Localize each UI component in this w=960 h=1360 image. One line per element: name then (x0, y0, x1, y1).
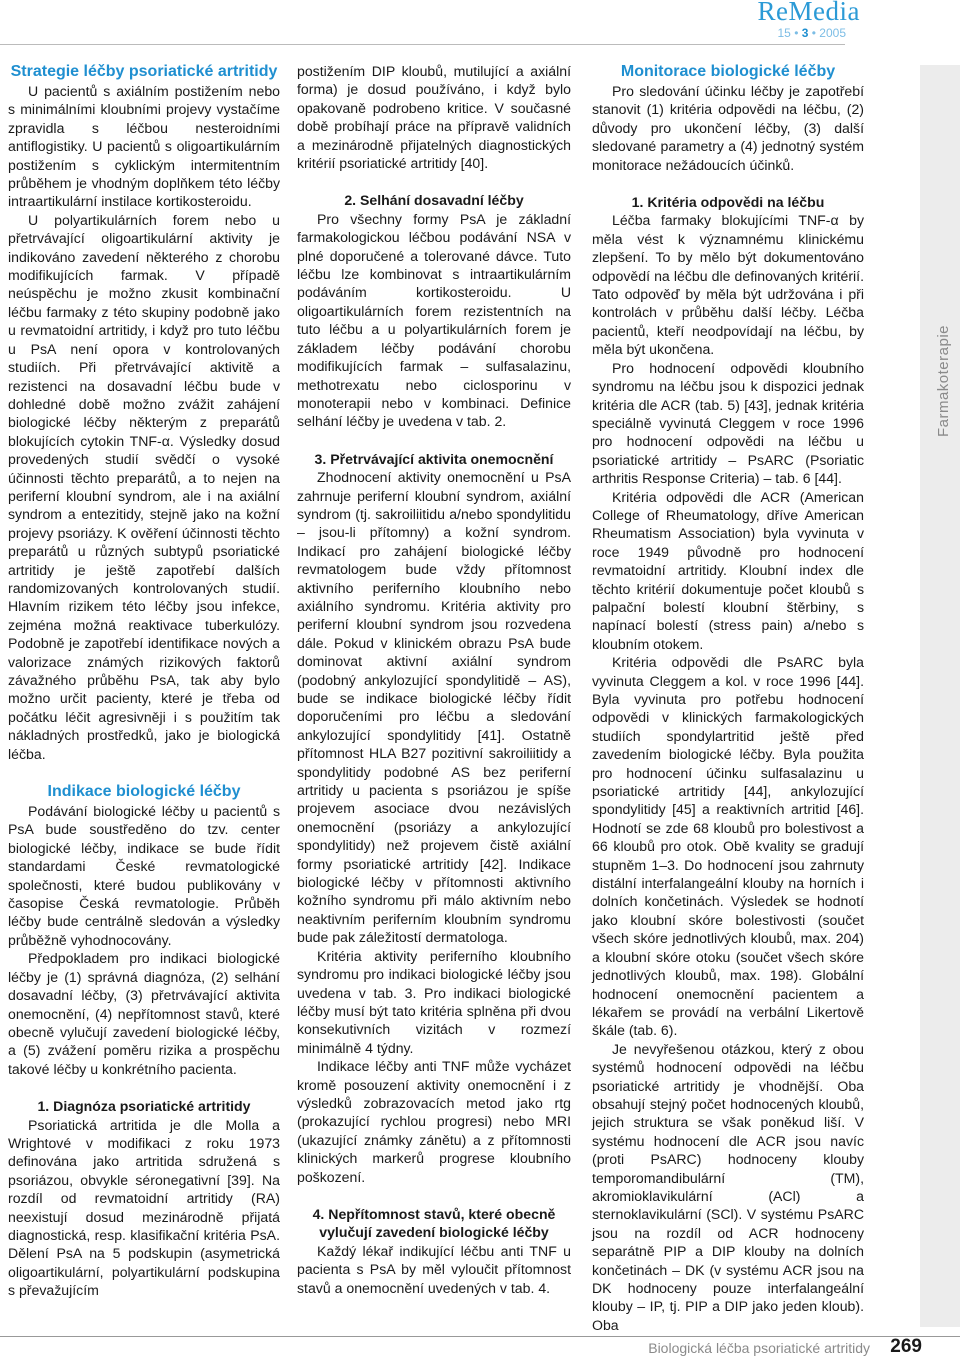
heading-monitorace: Monitorace biologické léčby (620, 63, 836, 80)
issue-year: 2005 (819, 26, 846, 40)
paragraph: Psoriatická artritida je dle Molla a Wrightové v modifikaci z roku 1973 definována jako artritida sdružená s psoriázou, obvykle séronegativní [39]. Na rozdíl od revmatoidní artritidy (RA) neexistují dosud mezinárodně přijatá diagnostická, resp. klasifikační kritéria PsA. Dělení PsA na 5 podskupin (asymetrická oligoartikulární, polyartikulární podskupina s převažujícím (8, 1116, 280, 1299)
issue-month: 3 (801, 26, 809, 40)
header-rule (0, 44, 845, 45)
paragraph: Pro hodnocení odpovědi kloubního syndromu na léčbu jsou k dispozici jednak kritéria dle ACR (tab. 5) [43], jednak kritéria speciálně vyvinutá Cleggem v roce 1996 pro hodnocení odpovědi na léčbu u psoriatické artritidy – PsARC (Psoriatic arthritis Response Criteria) – tab. 6 [44]. (592, 359, 864, 487)
paragraph: Kritéria odpovědi dle ACR (American College of Rheumatology, dříve American Rheumatism Association) byla vyvinuta v roce 1949 původně pro hodnocení revmatoidní artritidy. Kloubní index dle těchto kritérií dokumentuje počet kloubů s palpační bolestí kloubní štěrbiny, s napínací bolestí (stress pain) a/nebo s kloubním otokem. (592, 488, 864, 652)
paragraph: Zhodnocení aktivity onemocnění u PsA zahrnuje periferní kloubní syndrom, axiální syndrom (tj. sakroiliitidu a/nebo spondylitidu – jsou-li přítomny) a kožní syndrom. Indikací pro zahájení biologické léčby revmatologem bude vždy přítomnost aktivního periferního kloubního nebo axiálního syndromu. Kritéria aktivity pro periferní kloubní syndrom jsou rozvedena dále. Pokud v klinickém obrazu PsA bude dominovat aktivní axiální syndrom (podobný ankylozující spondylitidě – AS), bude se indikace biologické léčby řídit doporučeními pro léčbu a sledování ankylozující spondylitidy [41]. Ostatně přítomnost HLA B27 pozitivní sakroiliitidy a spondylitidy podobné AS bez periferní artritidy u pacienta s psoriázou je spíše projevem asociace dvou nezávislých onemocnění (psoriázy a ankylozující spondylitidy) než projevem čistě axiální formy psoriatické artritidy [42]. Indikace biologické léčby v přítomnosti aktivního kožního syndromu při málo aktivním nebo neaktivním periferním kloubním syndromu bude pak záležitostí dermatologa. (297, 469, 571, 946)
footer-article-title: Biologická léčba psoriatické artritidy (648, 1340, 870, 1356)
subheading-aktivita: 3. Přetrvávající aktivita onemocnění (314, 450, 554, 467)
paragraph: U pacientů s axiálním postižením nebo s minimálními kloubními projevy vystačíme zpravidla s léčbou nesteroidními antiflogistiky. U pacientů s oligoartikulárním postižením s cyklickým intermitentním průběhem je vhodným doplňkem této léčby intraartikulární instilace kortikosteroidu. (8, 83, 280, 210)
section-label: Farmakoterapie (935, 325, 952, 438)
paragraph: Je nevyřešenou otázkou, který z obou systémů hodnocení odpovědi na léčbu psoriatické artritidy je vhodnější. Oba obsahují stejný počet hodnocených kloubů, jejich struktura se však poněkud liší. V systému hodnocení dle ACR jsou navíc (proti PsARC) hodnoceny klouby temporomandibulární (TM), akromioklavikulární (ACl) a sternoklavikulární (SCl). V systému PsARC jsou na rozdíl od ACR hodnoceny separátně PIP a DIP klouby na dolních končetinách – DK (v systému ACR jsou na DK hodnoceny pouze interfalangeální klouby – IP, tj. PIP a DIP jako jeden kloub). Oba (592, 1040, 864, 1333)
paragraph: Podávání biologické léčby u pacientů s PsA bude soustředěno do tzv. center biologické léčby, indikace se bude řídit standardami České revmatologické společnosti, které budou publikovány v časopise Česká revmatologie. Průběh léčby bude centrálně sledován a výsledky průběžně vyhodnocovány. (8, 803, 280, 948)
column-left (8, 62, 280, 1300)
subheading-kriteria: 1. Kritéria odpovědi na léčbu (631, 194, 825, 211)
brand-logo: ReMedia (757, 0, 860, 26)
heading-indikace: Indikace biologické léčby (47, 783, 241, 801)
paragraph: Léčba farmaky blokujícími TNF-α by měla vést k významnému klinickému zlepšení. To by mělo být dokumentováno odpovědí na léčbu dle definovaných kritérií. Tato odpověď by měla být udržována i při kontrolách v průběhu další léčby. Léčba pacientů, kteří neodpovídají na léčbu, by měla být ukončena. (592, 212, 864, 358)
heading-strategie: Strategie léčby psoriatické artritidy (10, 63, 278, 80)
subheading-nepritomnost: 4. Nepřítomnost stavů, které obecně vylučují zavedení biologické léčby (312, 1205, 556, 1241)
paragraph: Kritéria odpovědi dle PsARC byla vyvinuta Cleggem a kol. v roce 1996 [44]. Byla vyvinuta pro potřebu hodnocení odpovědi v klinických farmakologických studiích spondylartritid ještě před zavedením biologické léčby. Byla použita pro hodnocení účinku sulfasalazinu u psoriatické artritidy [44], ankylozující spondylitidy [45] a reaktivních artritid [46]. Hodnotí se zde 68 kloubů pro bolestivost a 66 kloubů pro otok. Obě kvality se gradují stupněm 1–3. Do hodnocení jsou zahrnuty distální interfalangeální klouby na horních i dolních končetinách. Výsledek se hodnotí jako kloubní skóre bolestivosti (součet všech skóre jednotlivých kloubů, max. 204) a kloubní skóre otoku (součet všech skóre jednotlivých kloubů, max. 198). Globální hodnocení onemocnění pacientem a lékařem se provádí na verbální Likertově škále (tab. 6). (592, 654, 864, 1039)
paragraph: Pro sledování účinku léčby je zapotřebí stanovit (1) kritéria odpovědi na léčbu, (2) důvody pro ukončení léčby, (3) další sledované parametry a (4) jednotný systém monitorace nežádoucích účinků. (592, 83, 864, 173)
footer-rule (0, 1336, 960, 1337)
section-side-tab (920, 65, 960, 1327)
subheading-diagnoza: 1. Diagnóza psoriatické artritidy (37, 1098, 251, 1115)
paragraph: Pro všechny formy PsA je základní farmakologickou léčbou podávání NSA v plné doporučené a tolerované dávce. Tuto léčbu lze kombinovat s intraartikulárním podáváním kortikosteroidu. U oligoartikulárních forem rezistentních na tuto léčbu a u polyartikulárních forem je základem léčby podávání chorobu modifikujících farmak – sulfasalazinu, methotrexatu nebo ciclosporinu v monoterapii nebo v kombinaci. Definice selhání léčby je uvedena v tab. 2. (297, 210, 571, 430)
paragraph: Každý lékař indikující léčbu anti TNF u pacienta s PsA by měl vyloučit přítomnost stavů a onemocnění uvedených v tab. 4. (297, 1242, 571, 1296)
page-number: 269 (890, 1336, 922, 1357)
paragraph: Kritéria aktivity periferního kloubního syndromu pro indikaci biologické léčby jsou uvedena v tab. 3. Pro indikaci biologické léčby musí být tato kritéria splněna při dvou konsekutivních vizitách v rozmezí minimálně 4 týdny. (297, 947, 571, 1056)
issue-day: 15 (777, 26, 791, 40)
paragraph: Indikace léčby anti TNF může vycházet kromě posouzení aktivity onemocnění i z výsledků zobrazovacích metod jako rtg (prokazující rychlou progresi) nebo MRI (ukazující známky zánětu) a z přítomnosti klinických markerů progrese kloubního poškození. (297, 1058, 571, 1185)
subheading-selhani: 2. Selhání dosavadní léčby (344, 192, 524, 209)
column-right (592, 62, 864, 1334)
column-middle (297, 62, 571, 1297)
paragraph: Předpokladem pro indikaci biologické léčby je (1) správná diagnóza, (2) selhání dosavadní léčby, (3) přetrvávající aktivita onemocnění, (4) nepřítomnost stavů, které obecně vylučují zavedení biologické léčby, a (5) zvážení poměru rizika a prospěchu takové léčby u konkrétního pacienta. (8, 950, 280, 1077)
paragraph: postižením DIP kloubů, mutilující a axiální forma) je dosud používáno, i když bylo opakovaně podrobeno kritice. V současné době probíhají práce na přípravě validních a mezinárodně přijatelných diagnostických kritérií psoriatické artritidy [40]. (297, 63, 571, 172)
issue-date: 15 • 3 • 2005 (777, 26, 846, 40)
paragraph: U polyartikulárních forem nebo u přetrvávající oligoartikulární aktivity je indikováno zavedení některého z chorobu modifikujících farmak. V případě neúspěchu je možno zkusit kombinační léčbu farmaky z této skupiny podobně jako u revmatoidní artritidy, i když pro tuto léčbu u PsA není opora v kontrolovaných studiích. Při přetrvávající aktivitě a rezistenci na dosavadní léčbu bude v dohledné době možno zvážit zahájení biologické léčby některým z preparátů blokujících cytokin TNF-α. Výsledky dosud provedených studií svědčí o vysoké účinnosti těchto preparátů, a to nejen na periferní kloubní syndrom, ale i na axiální syndrom a entezitidy, stejně jako na kožní projevy psoriázy. K ověření účinnosti těchto preparátů u různých subtypů psoriatické artritidy je ještě zapotřebí dalších randomizovaných kontrolovaných studií. Hlavním rizikem této léčby jsou infekce, zejména možná reaktivace tuberkulózy. Podobně je zapotřebí identifikace nových a valorizace známých rizikových faktorů závažného průběhu PsA, tak aby bylo možno určit pacienty, které je třeba od počátku léčit agresivněji i s použitím tak nákladných prostředků, jako je biologická léčba. (8, 211, 280, 762)
